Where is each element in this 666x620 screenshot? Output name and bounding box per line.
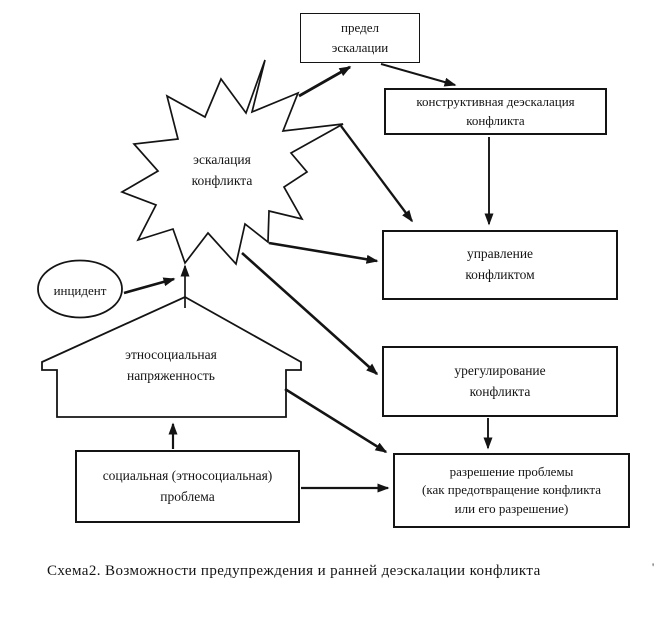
node-label: конфликта xyxy=(466,112,525,128)
node-label: этносоциальная xyxy=(125,347,217,362)
diagram-caption: Схема2. Возможности предупреждения и ранней деэскалации конфликта xyxy=(47,563,541,579)
node-escalation-limit xyxy=(300,13,420,63)
arrow-escalation-to-management-top xyxy=(341,126,412,221)
node-conflict-management xyxy=(382,230,618,300)
node-label: эскалации xyxy=(331,40,389,55)
node-incident-label xyxy=(36,281,124,301)
node-label: конфликта xyxy=(191,172,253,188)
node-problem-resolution xyxy=(393,453,630,528)
node-conflict-escalation-label xyxy=(162,150,282,192)
node-constructive-deescalation xyxy=(384,88,607,135)
node-label: урегулирование xyxy=(454,362,546,378)
node-label: (как предотвращение конфликта xyxy=(422,482,601,498)
arrow-limit-to-constructive xyxy=(381,64,455,85)
node-label: разрешение проблемы xyxy=(449,463,574,479)
node-label: предел xyxy=(341,19,379,35)
node-social-problem xyxy=(75,450,300,523)
node-label: или его разрешение) xyxy=(454,500,569,516)
arrow-incident-to-escalation xyxy=(124,279,174,293)
node-label: инцидент xyxy=(53,283,107,298)
arrow-escalation-to-management-left xyxy=(269,243,377,261)
node-label: проблема xyxy=(160,488,215,504)
node-label: конфликта xyxy=(469,383,531,399)
node-label: эскалация xyxy=(193,152,251,167)
node-label: напряженность xyxy=(127,367,215,383)
node-conflict-settlement xyxy=(382,346,618,417)
node-label: социальная (этносоциальная) xyxy=(102,467,273,483)
arrow-escalation-to-limit xyxy=(299,67,350,96)
node-label: управление xyxy=(466,246,534,262)
arrow-tension-to-resolution xyxy=(285,389,386,452)
scan-artifact-mark: ' xyxy=(652,560,655,574)
node-label: конфликтом xyxy=(465,267,535,282)
node-ethnosocial-tension-label xyxy=(61,345,281,387)
node-label: конструктивная деэскалация xyxy=(416,94,575,110)
